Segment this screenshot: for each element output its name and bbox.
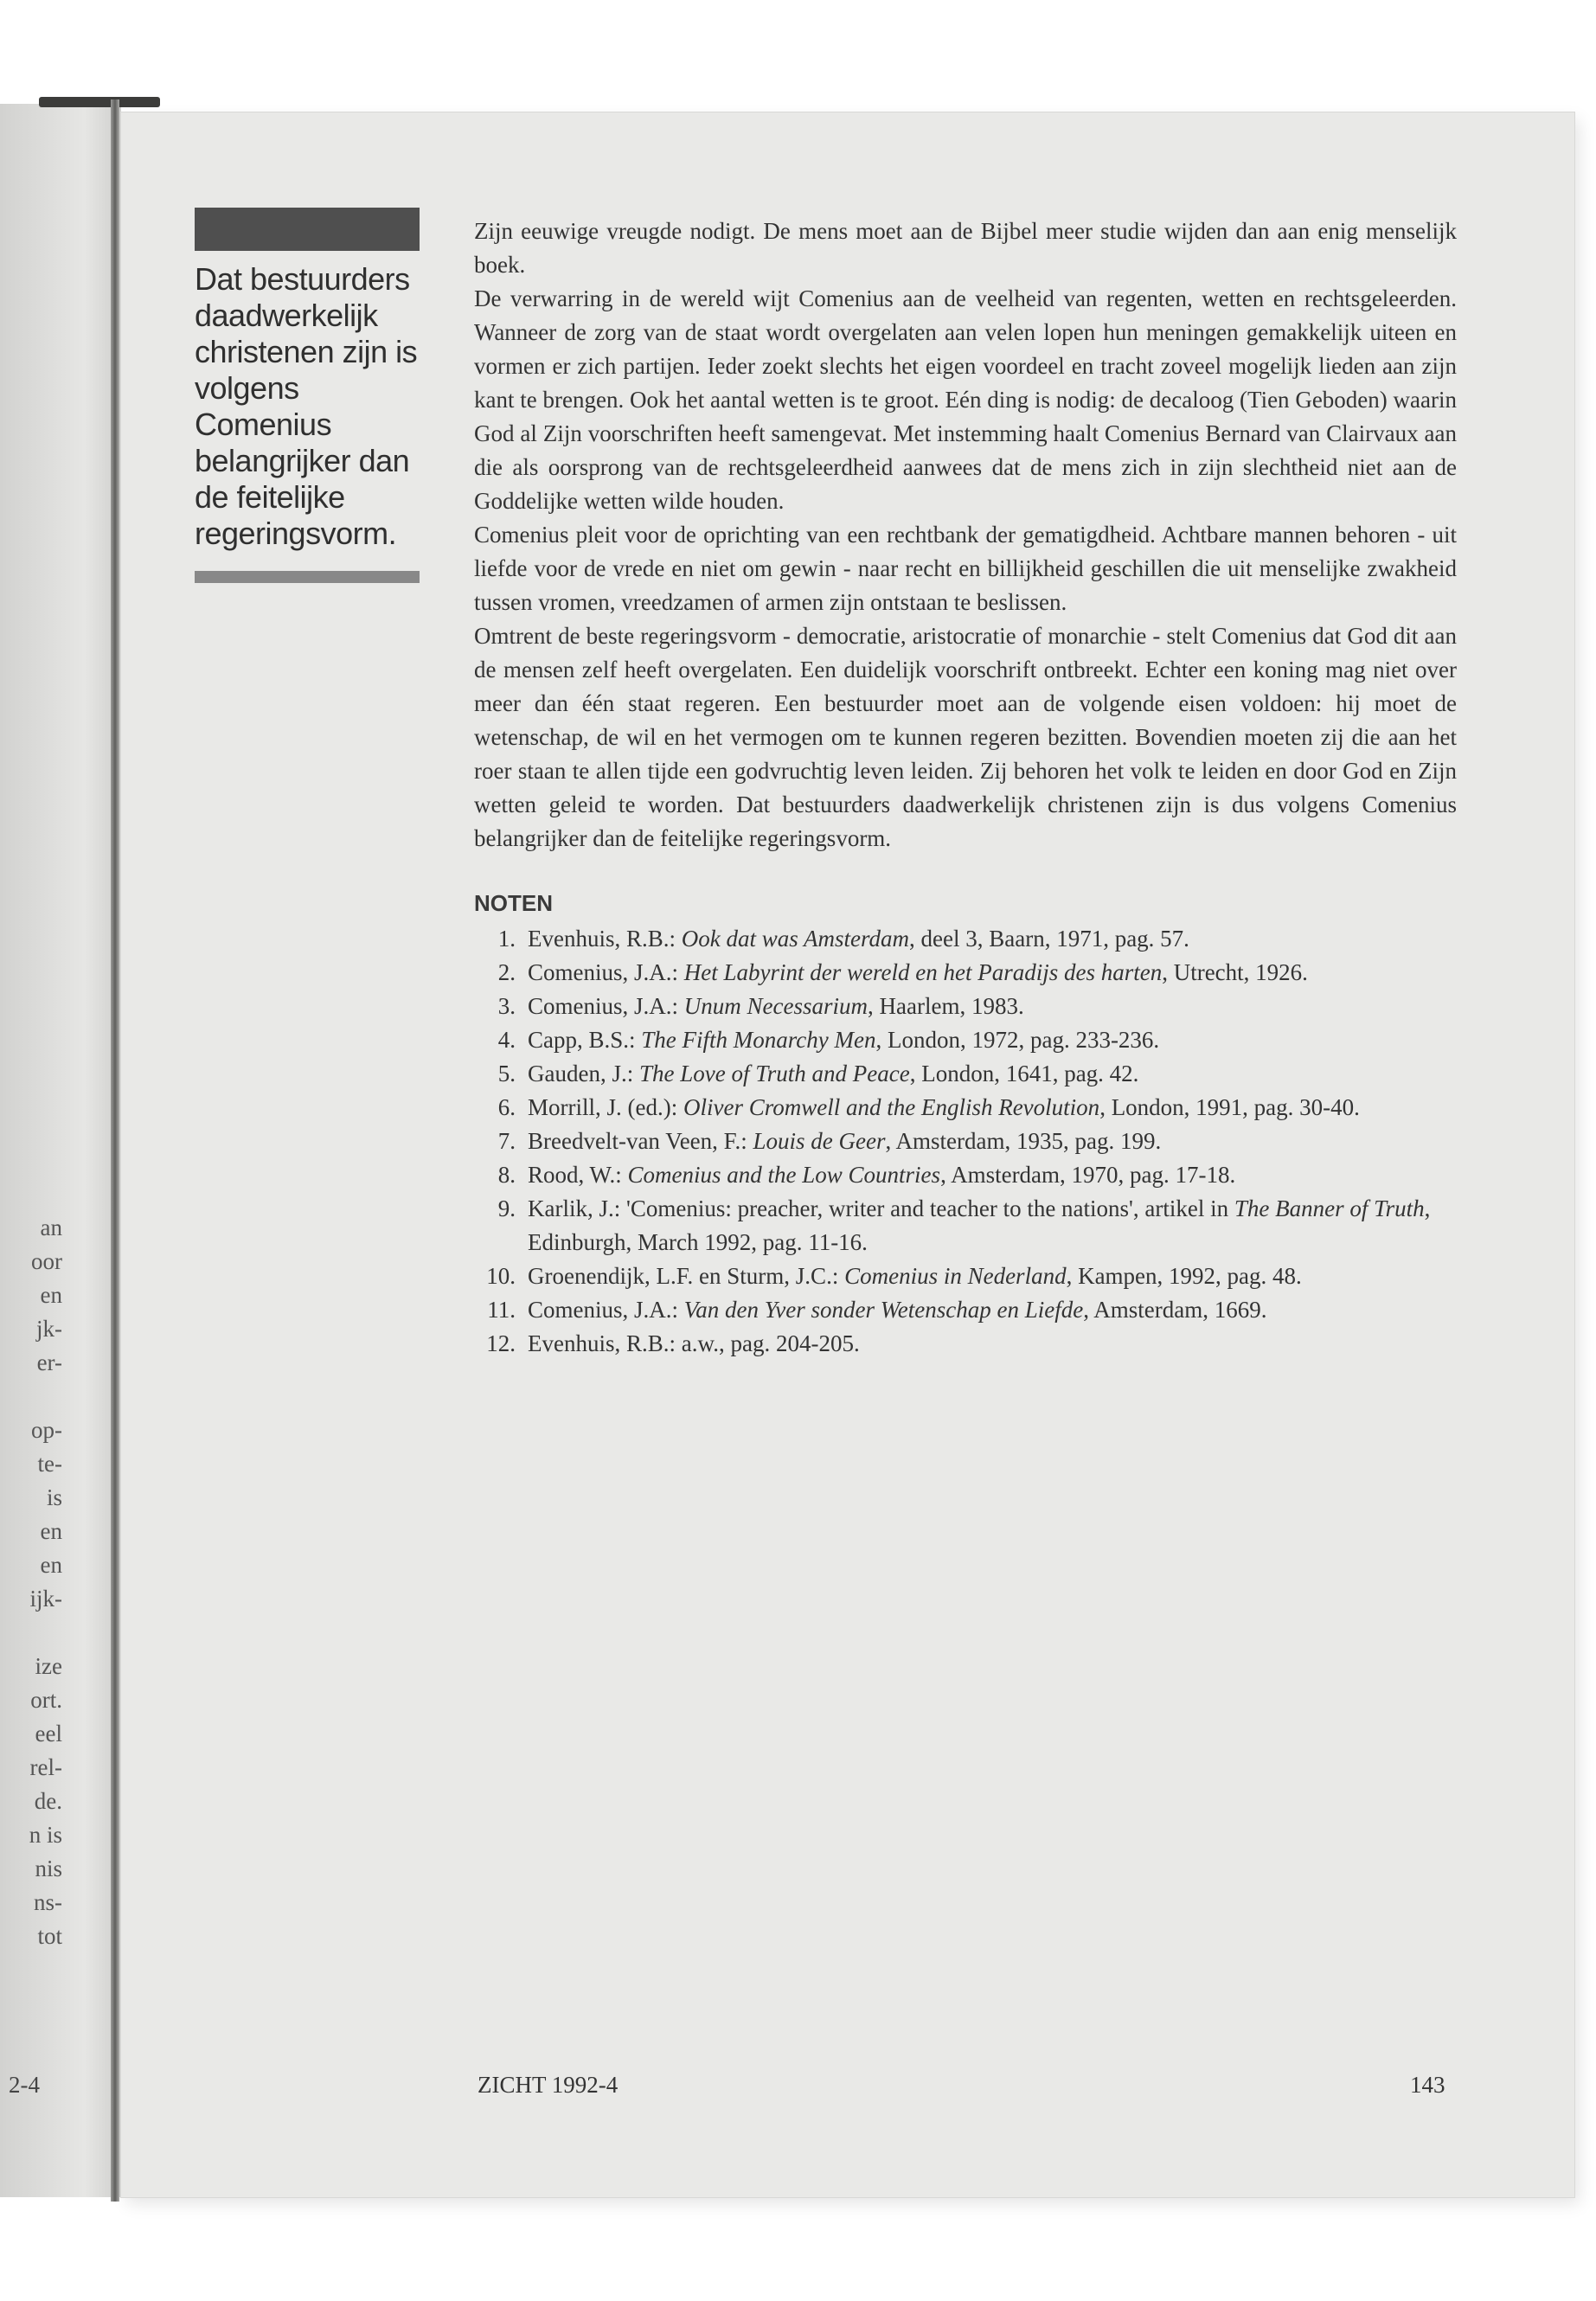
facing-page-fragment: nis [35,1856,62,1881]
journal-footer: ZICHT 1992-4 [478,2072,619,2098]
body-paragraph: Zijn eeuwige vreugde nodigt. De mens moet aan de Bijbel meer studie wijden dan aan enig menselijk boek. [474,218,1457,278]
article-body [474,215,1457,1361]
facing-page-fragment: oor [31,1248,62,1274]
facing-page-fragment: jk- [36,1316,62,1342]
note-title: Oliver Cromwell and the English Revolution [683,1094,1100,1120]
note-details: , London, 1972, pag. 233-236. [875,1027,1160,1053]
note-details: , deel 3, Baarn, 1971, pag. 57. [909,926,1189,952]
facing-page-fragment: er- [36,1349,62,1375]
note-item [474,1293,1457,1327]
facing-page-fragment: eel [35,1721,62,1747]
note-author: Gauden, J.: [528,1061,639,1086]
note-number: 6. [497,1094,516,1120]
note-title: The Banner of Truth [1234,1195,1425,1221]
note-details: , Amsterdam, 1935, pag. 199. [885,1128,1162,1154]
note-title: Comenius and the Low Countries [627,1162,941,1188]
note-item [474,1125,1457,1158]
note-number: 3. [497,993,516,1019]
note-author: Rood, W.: [528,1162,628,1188]
note-title: Van den Yver sonder Wetenschap en Liefde [683,1297,1084,1323]
note-author: Comenius, J.A.: [528,993,684,1019]
note-details: , Haarlem, 1983. [868,993,1024,1019]
facing-page-fragment: n is [29,1822,62,1848]
note-author: Comenius, J.A.: [528,1297,684,1323]
note-item [474,990,1457,1023]
facing-page-fragment: de. [34,1788,62,1814]
note-title: Louis de Geer [753,1128,886,1154]
note-details: , Kampen, 1992, pag. 48. [1066,1263,1302,1289]
body-paragraph: Omtrent de beste regeringsvorm - democratie, aristocratie of monarchie - stelt Comenius dat God dit aan de mensen zelf heeft overgelaten. Een duidelijk voorschrift ontbreekt. Echter een koning mag niet over meer dan één staat regeren. Een bestuurder moet aan de volgende eisen voldoen: hij moet de wetenschap, de wil en het vermogen om te kunnen regeren bezitten. Bovendien moeten zij die aan het roer staan te allen tijde een godvruchtig leven leiden. Zij behoren het volk te leiden en door God en Zijn wetten geleid te worden. Dat bestuurders daadwerkelijk christenen zijn is dus volgens Comenius belangrijker dan de feitelijke regeringsvorm. [474,623,1457,851]
facing-page-fragment: en [40,1552,62,1578]
note-title: Ook dat was Amsterdam [681,926,910,952]
note-number: 10. [486,1263,516,1289]
pull-quote-box [195,208,420,583]
note-number: 11. [487,1297,516,1323]
note-number: 5. [497,1061,516,1086]
facing-page-fragment [0,1616,62,1650]
note-number: 9. [497,1195,516,1221]
notes-list [474,922,1457,1361]
body-paragraph: Comenius pleit voor de oprichting van een rechtbank der gematigdheid. Achtbare mannen behoren - uit liefde voor de vrede en niet om gewin - naar recht en billijkheid geschillen die uit menselijke zwakheid tussen vromen, vreedzamen of armen zijn ontstaan te beslissen. [474,522,1457,615]
note-title: The Love of Truth and Peace [638,1061,910,1086]
note-number: 8. [497,1162,516,1188]
note-details: , Edinburgh, March 1992, pag. 11-16. [528,1195,1431,1255]
facing-page-fragment: ize [35,1653,62,1679]
note-item [474,1192,1457,1259]
note-item [474,1259,1457,1293]
facing-page-fragment: en [40,1282,62,1308]
facing-page-fragment: tot [37,1923,62,1949]
note-author: Evenhuis, R.B.: a.w., pag. 204-205. [528,1330,860,1356]
note-item [474,956,1457,990]
facing-page-fragment: te- [37,1451,62,1477]
note-number: 2. [497,959,516,985]
note-number: 12. [486,1330,516,1356]
note-item [474,1327,1457,1361]
note-author: Evenhuis, R.B.: [528,926,682,952]
facing-page-fragment: op- [31,1417,62,1443]
note-title: Comenius in Nederland [844,1263,1067,1289]
note-item [474,1091,1457,1125]
pull-quote-text: Dat bestuurders daadwerkelijk christenen zijn is volgens Comenius belangrijker dan de feitelijke regeringsvorm. [195,261,418,551]
note-number: 4. [497,1027,516,1053]
note-title: Unum Necessarium [683,993,868,1019]
facing-page-fragment: an [40,1215,62,1240]
note-item [474,1023,1457,1057]
facing-page-fragment: en [40,1518,62,1544]
pull-quote-bottom-bar [195,571,420,583]
note-title: The Fifth Monarchy Men [641,1027,876,1053]
note-item [474,922,1457,956]
note-title: Het Labyrint der wereld en het Paradijs des harten [683,959,1163,985]
note-details: , Utrecht, 1926. [1162,959,1308,985]
facing-page-footer: 2-4 [9,2072,40,2098]
body-paragraph: De verwarring in de wereld wijt Comenius aan de veelheid van regenten, wetten en rechtsgeleerden. Wanneer de zorg van de staat wordt overgelaten aan velen lopen hun meningen gemakkelijk uiteen en vormen er zich partijen. Ieder zoekt slechts het eigen voordeel en tracht zoveel mogelijk lieden aan zijn kant te brengen. Ook het aantal wetten is te groot. Eén ding is nodig: de decaloog (Tien Geboden) waarin God al Zijn voorschriften heeft samengevat. Met instemming haalt Comenius Bernard van Clairvaux aan die als oorsprong van de rechtsgeleerdheid aanwees dat de mens zich in zijn slechtheid niet aan de Goddelijke wetten wilde houden. [474,285,1457,514]
note-author: Groenendijk, L.F. en Sturm, J.C.: [528,1263,845,1289]
facing-page-fragment: ns- [34,1889,62,1915]
facing-page-fragment: ort. [30,1687,62,1713]
page-number: 143 [1410,2072,1445,2098]
facing-page-fragment [0,1380,62,1413]
note-item [474,1158,1457,1192]
binding-top [39,97,160,107]
note-details: , Amsterdam, 1970, pag. 17-18. [940,1162,1236,1188]
facing-page-fragment: rel- [29,1754,62,1780]
facing-page-fragment: ijk- [29,1586,62,1612]
note-number: 7. [497,1128,516,1154]
note-details: , London, 1641, pag. 42. [909,1061,1139,1086]
note-author: Capp, B.S.: [528,1027,642,1053]
pull-quote-top-bar [195,208,420,251]
note-details: , Amsterdam, 1669. [1083,1297,1267,1323]
notes-heading: NOTEN [474,890,553,916]
note-details: , London, 1991, pag. 30-40. [1099,1094,1360,1120]
note-author: Morrill, J. (ed.): [528,1094,683,1120]
facing-page-fragment: is [46,1484,62,1510]
note-author: Comenius, J.A.: [528,959,684,985]
facing-page-text-fragments [0,1211,62,1953]
note-item [474,1057,1457,1091]
note-number: 1. [497,926,516,952]
book-spine [111,99,119,2202]
note-author: Karlik, J.: 'Comenius: preacher, writer and teacher to the nations', artikel in [528,1195,1234,1221]
note-author: Breedvelt-van Veen, F.: [528,1128,753,1154]
